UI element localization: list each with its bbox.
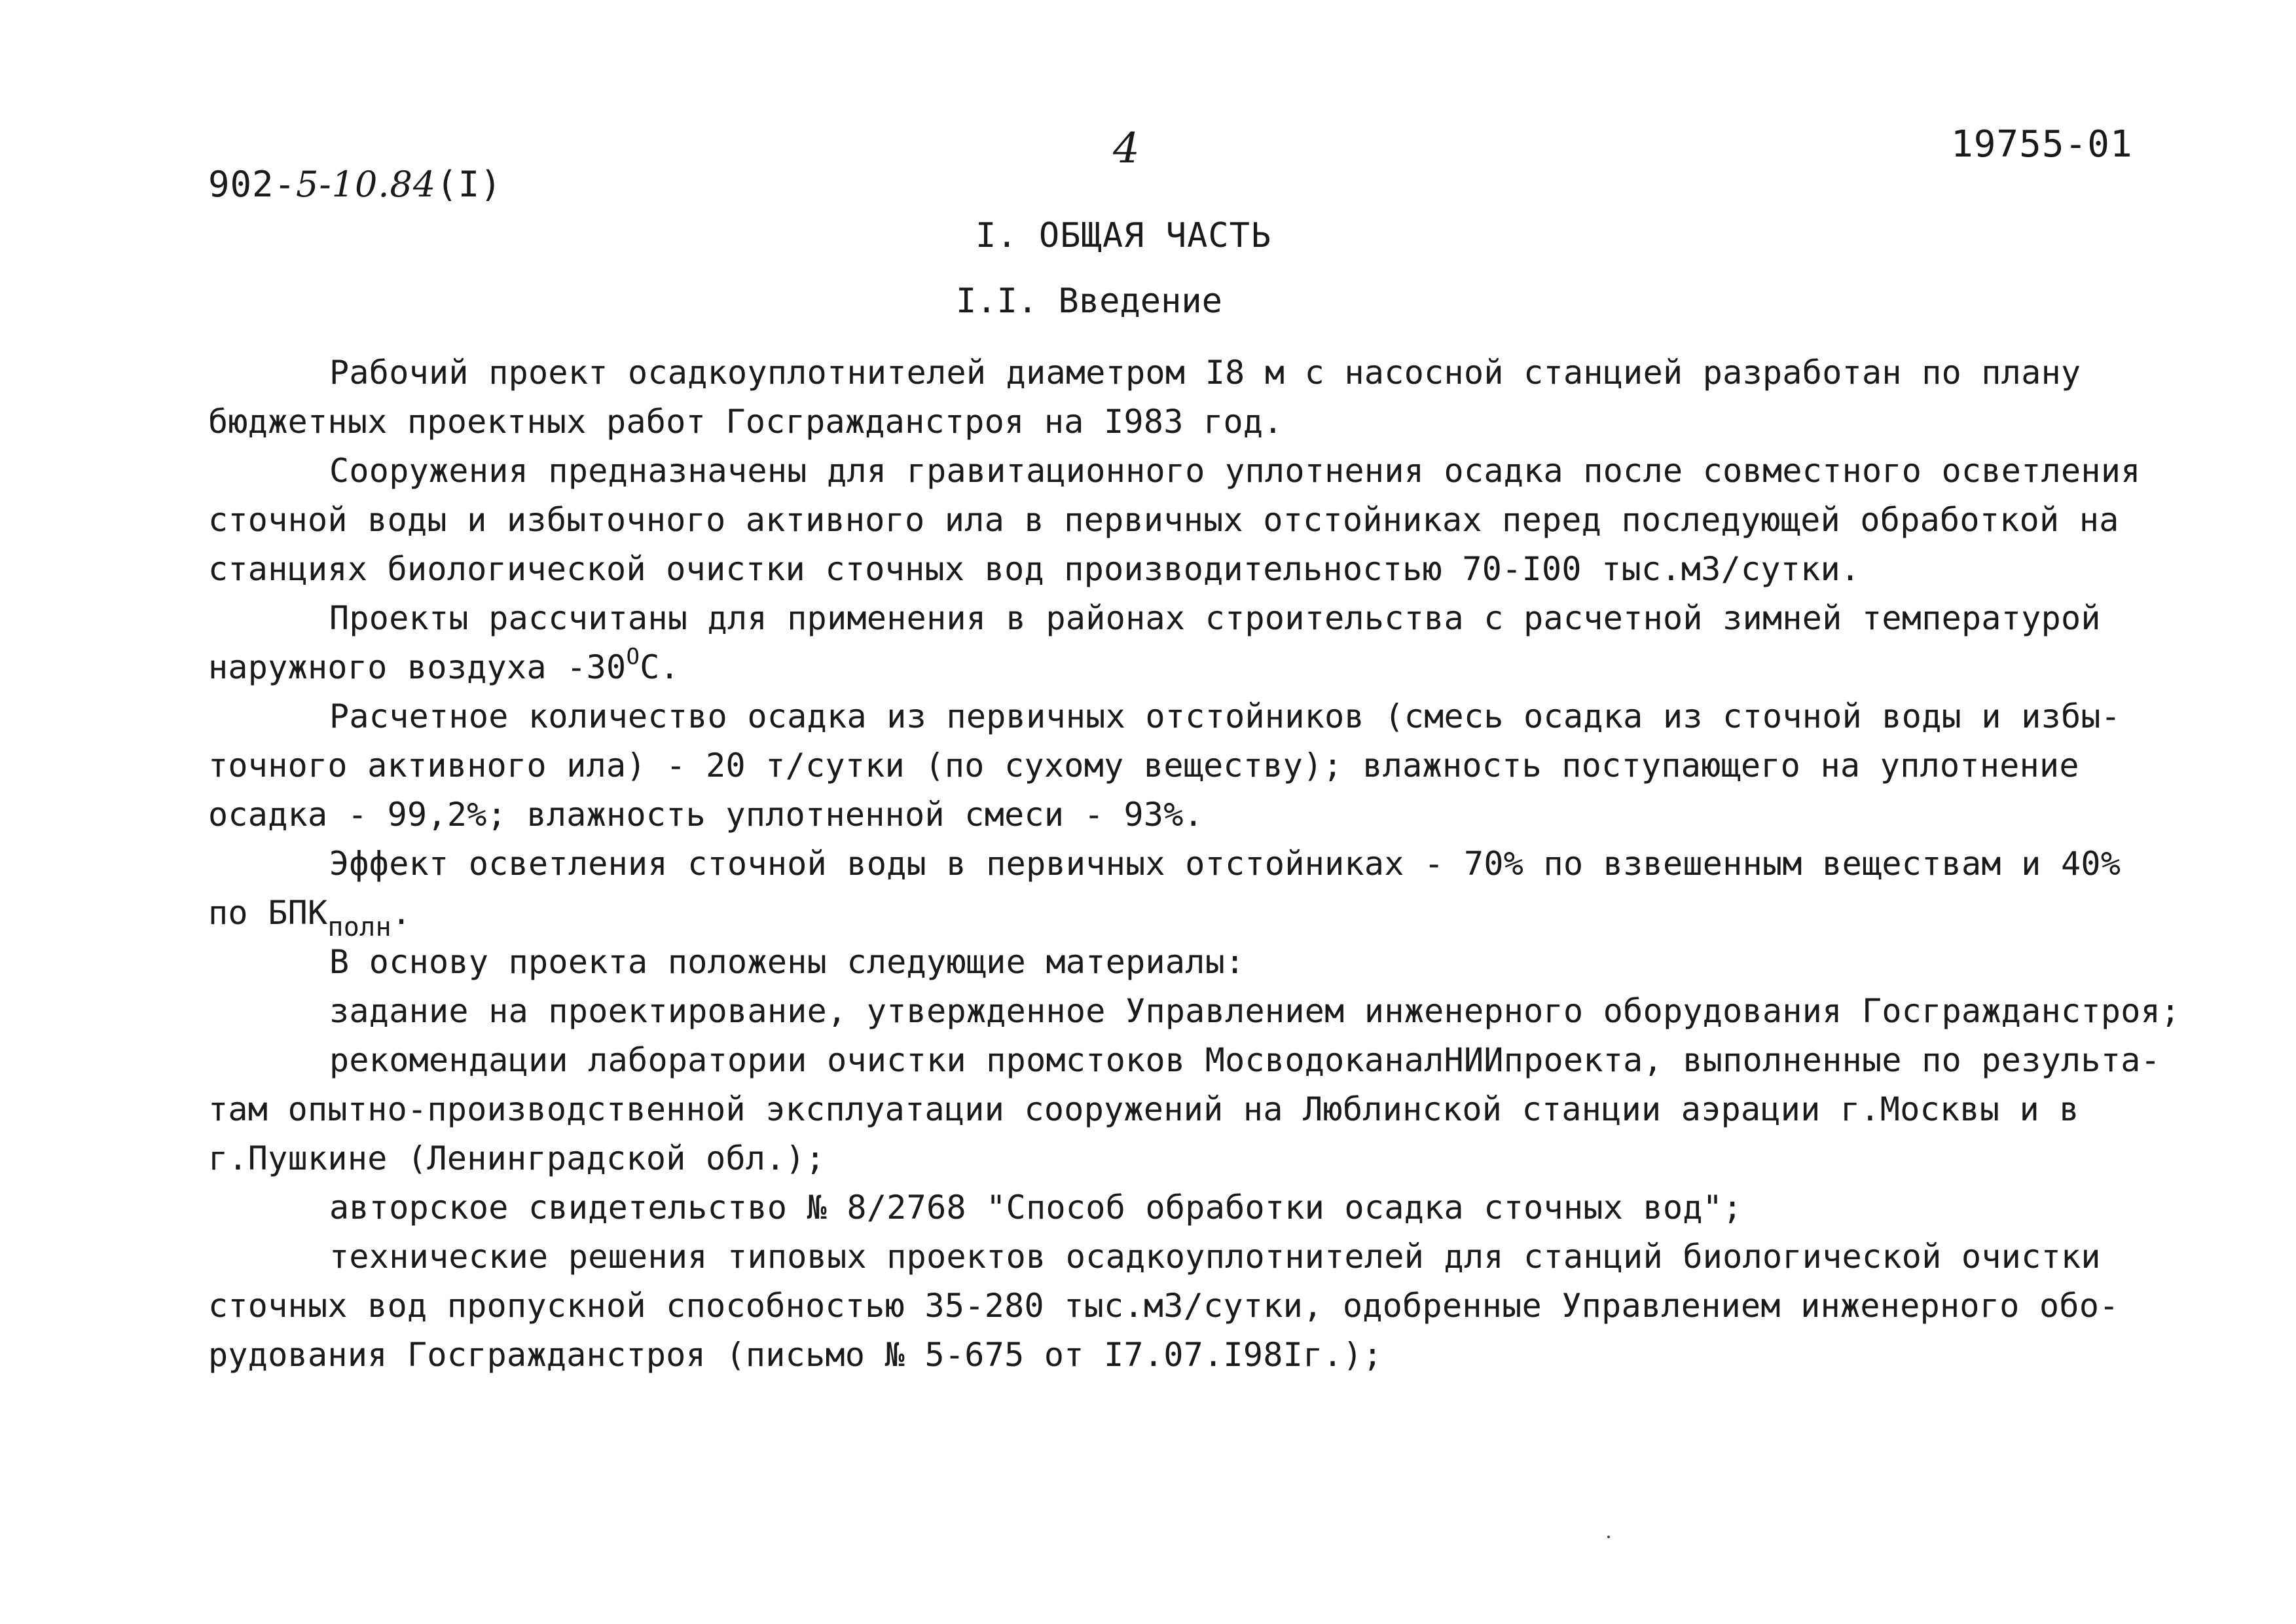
page-number: 4 (1113, 124, 1140, 173)
list-item: рекомендации лаборатории очистки промстоков МосводоканалНИИпроекта, выполненные по результа- (329, 1041, 2161, 1079)
paragraph-line: В основу проекта положены следующие материалы: (329, 943, 1245, 981)
designation-handwritten: 5-10.84 (296, 164, 437, 205)
document-number: 19755-01 (1951, 123, 2133, 166)
paragraph-line: Расчетное количество осадка из первичных отстойников (смесь осадка из сточной воды и избы- (329, 697, 2121, 735)
temperature-text: наружного воздуха -30 (208, 648, 627, 686)
list-item-line: сточных вод пропускной способностью 35-280 тыс.м3/сутки, одобренные Управлением инженерного обо- (208, 1287, 2119, 1325)
scan-speck (1607, 1536, 1610, 1538)
paragraph-line: Рабочий проект осадкоуплотнителей диаметром I8 м с насосной станцией разработан по плану (329, 354, 2081, 392)
section-title: I. ОБЩАЯ ЧАСТЬ (975, 216, 1272, 255)
list-item: авторское свидетельство № 8/2768 "Способ обработки осадка сточных вод"; (329, 1189, 1743, 1227)
temperature-unit: С. (640, 648, 680, 686)
list-item: задание на проектирование, утвержденное Управлением инженерного оборудования Госгражданстроя; (329, 992, 2181, 1030)
document-designation (208, 164, 502, 205)
list-item-line: там опытно-производственной эксплуатации сооружений на Люблинской станции аэрации г.Москвы и в (208, 1090, 2079, 1128)
body-text (208, 348, 2225, 1380)
list-item-line: рудования Госгражданстроя (письмо № 5-675 от I7.07.I98Iг.); (208, 1336, 1383, 1374)
bod-subscript: полн (327, 912, 392, 942)
list-item-line: г.Пушкине (Ленинградской обл.); (208, 1139, 826, 1177)
paragraph-line: станциях биологической очистки сточных вод производительностью 70-I00 тыс.м3/сутки. (208, 550, 1861, 588)
paragraph-line: Сооружения предназначены для гравитационного уплотнения осадка после совместного осветления (329, 452, 2141, 490)
paragraph-line: сточной воды и избыточного активного ила в первичных отстойниках перед последующей обработкой на (208, 501, 2119, 539)
paragraph-line: бюджетных проектных работ Госгражданстроя на I983 год. (208, 403, 1283, 441)
designation-main: 902- (208, 164, 297, 205)
bod-tail: . (391, 894, 412, 932)
paragraph-line (208, 889, 2225, 942)
subsection-title: I.I. Введение (956, 282, 1222, 321)
paragraph-line: точного активного ила) - 20 т/сутки (по сухому веществу); влажность поступающего на уплотнение (208, 747, 2079, 784)
paragraph-line: Проекты рассчитаны для применения в районах строительства с расчетной зимней температурой (329, 599, 2101, 637)
bod-text: по БПК (208, 894, 328, 932)
designation-tail: (I) (436, 164, 502, 205)
degree-superscript: O (626, 644, 640, 670)
paragraph-line: Эффект осветления сточной воды в первичных отстойниках - 70% по взвешенным веществам и 40% (329, 845, 2121, 883)
paragraph-line: осадка - 99,2%; влажность уплотненной смеси - 93%. (208, 796, 1204, 834)
list-item: технические решения типовых проектов осадкоуплотнителей для станций биологической очистки (329, 1238, 2101, 1276)
paragraph-line (208, 643, 2225, 692)
